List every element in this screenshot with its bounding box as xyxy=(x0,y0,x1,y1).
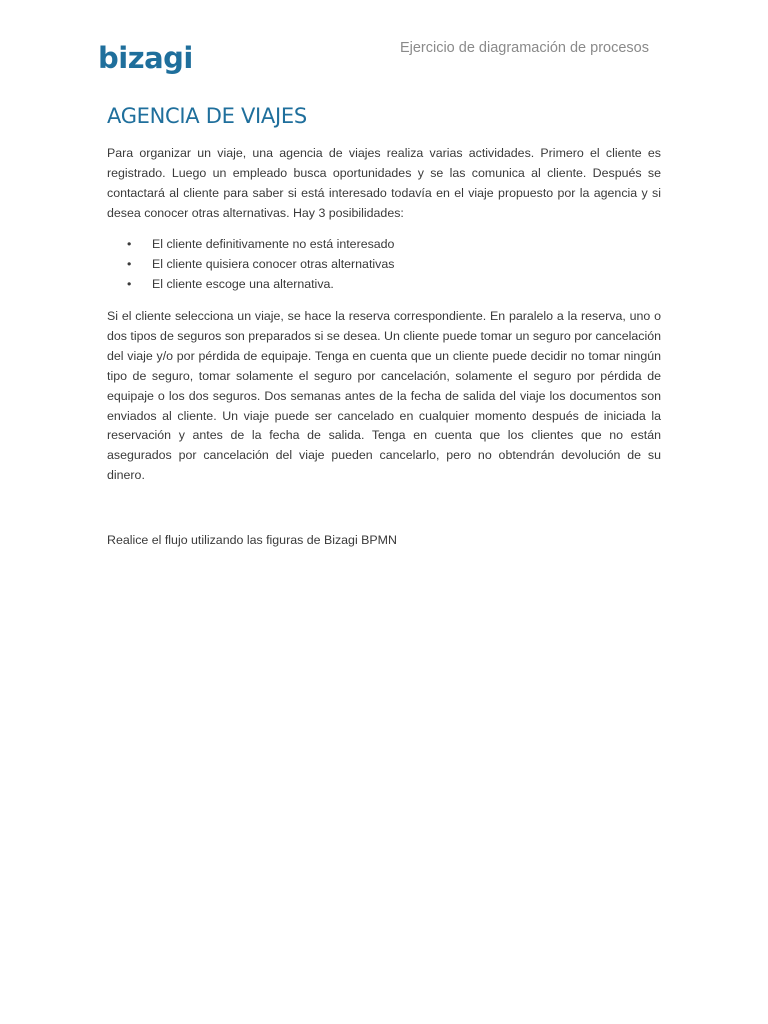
list-item-text: El cliente definitivamente no está interesado xyxy=(152,237,395,251)
document-title: AGENCIA DE VIAJES xyxy=(107,104,307,128)
bullet-icon: • xyxy=(127,276,132,291)
bizagi-logo: bizagi xyxy=(98,41,193,75)
intro-paragraph: Para organizar un viaje, una agencia de viajes realiza varias actividades. Primero el cliente es registrado. Luego un empleado busca oportunidades y se las comunica al cliente. Después se contactará al cliente para saber si está interesado todavía en el viaje propuesto por la agencia y si desea conocer otras alternativas. Hay 3 posibilidades: xyxy=(107,146,661,220)
list-item xyxy=(107,275,661,295)
bullet-icon: • xyxy=(127,256,132,271)
reservation-paragraph: Si el cliente selecciona un viaje, se hace la reserva correspondiente. En paralelo a la reserva, uno o dos tipos de seguros son preparados si se desea. Un cliente puede tomar un seguro por cancelación del viaje y/o por pérdida de equipaje. Tenga en cuenta que un cliente puede decidir no tomar ningún tipo de seguro, tomar solamente el seguro por cancelación, solamente el seguro por pérdida de equipaje o los dos seguros. Dos semanas antes de la fecha de salida del viaje los documentos son enviados al cliente. Un viaje puede ser cancelado en cualquier momento después de iniciada la reservación y antes de la fecha de salida. Tenga en cuenta que los clientes que no están asegurados por cancelación del viaje pueden cancelarlo, pero no obtendrán devolución de su dinero. xyxy=(107,309,661,483)
list-item xyxy=(107,235,661,255)
instruction-text: Realice el flujo utilizando las figuras de Bizagi BPMN xyxy=(107,533,397,547)
list-item-text: El cliente quisiera conocer otras alternativas xyxy=(152,256,395,271)
list-item-text: El cliente escoge una alternativa. xyxy=(152,276,334,291)
bullet-icon: • xyxy=(127,237,132,251)
possibilities-list xyxy=(107,235,661,295)
header-title: Ejercicio de diagramación de procesos xyxy=(399,40,649,56)
list-item xyxy=(107,255,661,275)
